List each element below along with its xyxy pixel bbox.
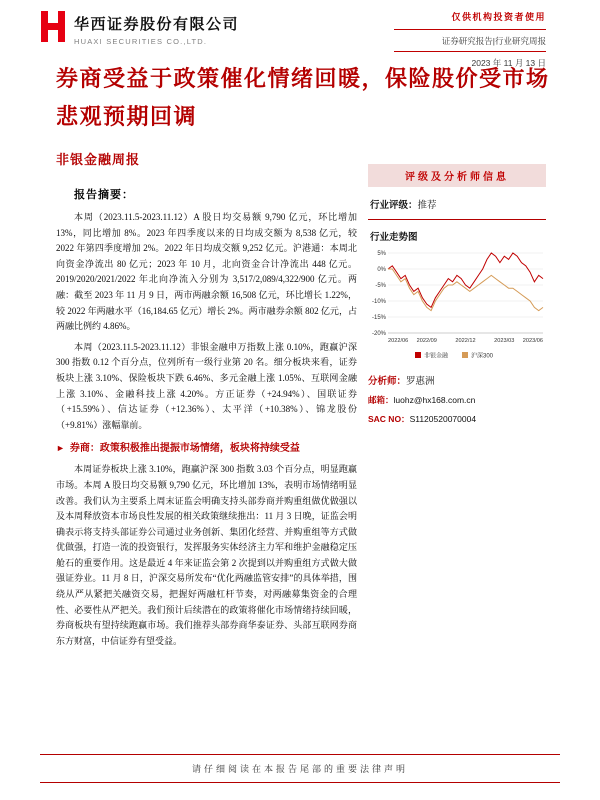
institutional-notice: 仅供机构投资者使用 — [451, 12, 546, 22]
report-series-badge: 非银金融周报 — [56, 152, 141, 167]
svg-text:2022/12: 2022/12 — [455, 338, 476, 344]
main-column — [56, 186, 357, 654]
email-value: luohz@hx168.com.cn — [393, 395, 476, 405]
report-date: 2023 年 11 月 13 日 — [471, 58, 546, 68]
header-divider — [394, 51, 546, 52]
analyst-name: 罗惠洲 — [406, 376, 435, 387]
highlight-heading-text: 券商：政策积极推出提振市场情绪，板块将持续受益 — [69, 443, 300, 455]
svg-text:-5%: -5% — [375, 283, 386, 289]
series-line-沪深300 — [388, 269, 543, 311]
rating-label: 行业评级： — [370, 200, 418, 211]
rating-value: 推荐 — [417, 200, 437, 211]
analyst-label: 分析师： — [368, 376, 407, 387]
svg-text:2023/03: 2023/03 — [494, 338, 515, 344]
svg-text:-10%: -10% — [371, 299, 386, 305]
sac-value: S1120520070004 — [409, 414, 477, 424]
chart-title: 行业走势图 — [370, 232, 418, 243]
industry-trend-chart-wrap — [368, 247, 546, 361]
legend-label-非银金融: 非银金融 — [424, 353, 449, 360]
footer-divider — [40, 782, 560, 783]
summary-heading: 报告摘要： — [74, 189, 134, 201]
series-line-非银金融 — [388, 253, 543, 307]
industry-trend-chart — [368, 247, 546, 361]
footer-divider — [40, 754, 560, 755]
report-title: 券商受益于政策催化情绪回暖，保险股价受市场悲观预期回调 — [56, 66, 550, 129]
highlight-heading — [56, 440, 357, 457]
svg-text:2022/06: 2022/06 — [388, 338, 409, 344]
company-name-cn: 华西证券股份有限公司 — [74, 16, 240, 33]
legend-label-沪深300: 沪深300 — [471, 353, 494, 360]
highlight-paragraph: 本周证券板块上涨 3.10%，跑赢沪深 300 指数 3.03 个百分点，明显跑赢市场。本周 A 股日均交易额 9,790 亿元，环比增加 13%，表明市场情绪明显改善。我们认为主要系上周末证监会明确支持头部券商并购重组做优做强以及本周释放资本市场良性发展的相关政策继续推出：11 月 3 日晚，证监会明确表示将支持头部证券公司通过业务创新、集团化经营、并购重组等方式做优做强，打造一流的投资银行，发挥服务实体经济主力军和维护金融稳定压舱石的重要作用。这是最近 4 年来证监会第 2 次提到以并购重组方式做大做强证券业。11 月 8 日，沪深交易所发布“优化两融监管安排”的具体举措，围绕从严从紧把关融资交易，把握好两融杠杆节奏，对两融募集资金的合理性、必要性从严把关。我们预计后续潜在的政策将催化市场情绪持续回暖，券商板块有望持续跑赢市场。我们推荐头部券商华泰证券、头部互联网券商东方财富，中信证券有望受益。 — [56, 464, 357, 646]
bullet-arrow-icon: ► — [56, 443, 65, 454]
legend-swatch-非银金融 — [415, 352, 421, 358]
svg-text:-20%: -20% — [371, 331, 386, 337]
sidebar-header: 评级及分析师信息 — [368, 164, 546, 187]
legend-swatch-沪深300 — [462, 352, 468, 358]
sidebar — [368, 164, 546, 432]
analyst-block — [368, 373, 546, 425]
company-name-en: HUAXI SECURITIES CO.,LTD. — [74, 37, 208, 46]
svg-text:0%: 0% — [377, 267, 386, 273]
svg-text:2023/06: 2023/06 — [522, 338, 543, 344]
sac-label: SAC NO： — [368, 414, 410, 424]
footer-disclaimer: 请仔细阅读在本报告尾部的重要法律声明 — [191, 764, 408, 774]
svg-text:2022/09: 2022/09 — [416, 338, 437, 344]
svg-text:-15%: -15% — [371, 315, 386, 321]
footer — [40, 749, 560, 788]
header-divider — [394, 29, 546, 30]
sac-row — [368, 413, 546, 425]
huaxi-logo-icon — [40, 10, 66, 43]
summary-paragraph: 本周（2023.11.5-2023.11.12）非银金融申万指数上涨 0.10%，跑赢沪深 300 指数 0.12 个百分点，位列所有一级行业第 20 名。细分板块来看，证券板块上涨 3.10%、保险板块下跌 6.46%、多元金融上涨 1.05%、互联网金融上涨 3.10%、金融科技上涨 4.20%。方正证券（+24.94%）、国联证券（+15.59%）、信达证券（+12.36%）、太平洋（+10.38%）、锦龙股份（+9.81%）涨幅靠前。 — [56, 341, 357, 430]
industry-rating-row — [368, 187, 546, 220]
analyst-row — [368, 373, 546, 387]
company-block — [74, 13, 239, 46]
email-label: 邮箱： — [368, 395, 394, 405]
svg-text:5%: 5% — [377, 251, 386, 257]
email-row — [368, 394, 546, 406]
report-type: 证券研究报告|行业研究周报 — [441, 36, 546, 46]
summary-paragraph: 本周（2023.11.5-2023.11.12）A 股日均交易额 9,790 亿元，环比增加 13%，同比增加 8%。2023 年四季度以来的日均成交额为 8,538 亿元，较 2022 年第四季度增加 2%。2022 年日均成交额 9,252 亿元。沪港通：本周北向资金净流出 80 亿元；2023 年 10 月，北向资金合计净流出 448 亿元。2019/2020/2021/2022 年北向净流入分别为 3,517/2,089/4,322/900 亿元。两融：截至 2023 年 11 月 9 日，两市两融余额 16,508 亿元，环比增长 1.22%，较 2022 年两融水平（16,184.65 亿元）增长 2%。两市融券余额 802 亿元，占两融比例约 4.86%。 — [56, 212, 357, 332]
